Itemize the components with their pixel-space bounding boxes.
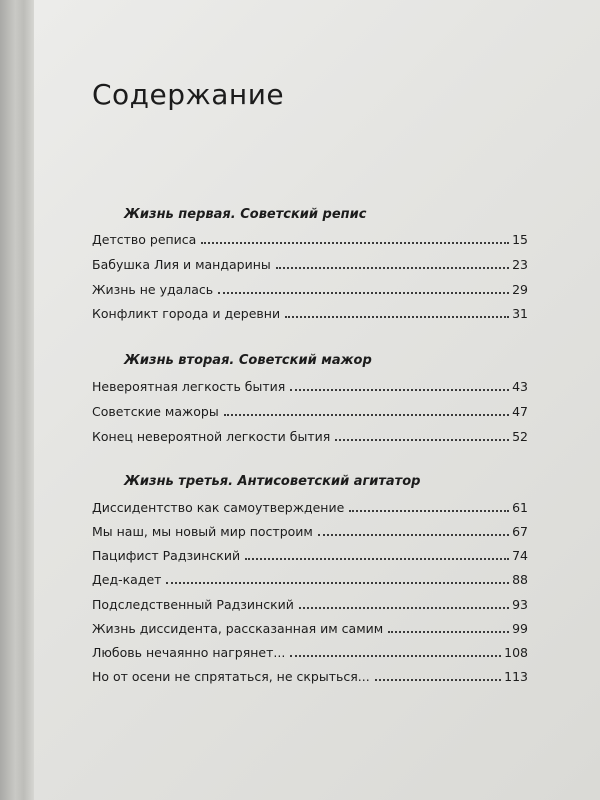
entry-title: Дед-кадет (92, 572, 162, 587)
section-heading: Жизнь вторая. Советский мажор (124, 353, 372, 368)
toc-entry (92, 642, 528, 660)
dot-leader (276, 267, 509, 269)
entry-page-number: 43 (512, 379, 528, 394)
entry-title: Советские мажоры (92, 404, 219, 419)
dot-leader (224, 414, 509, 416)
entry-page-number: 108 (504, 645, 528, 660)
toc-entry (92, 521, 528, 539)
section-heading: Жизнь третья. Антисоветский агитатор (124, 474, 421, 489)
entry-title: Конфликт города и деревни (92, 306, 281, 321)
toc-entry (92, 545, 528, 563)
book-binding (0, 0, 34, 800)
entry-page-number: 31 (512, 306, 528, 321)
toc-entry (92, 376, 528, 394)
dot-leader (349, 510, 509, 512)
entry-page-number: 29 (512, 282, 528, 297)
entry-title: Жизнь не удалась (92, 282, 214, 297)
entry-page-number: 113 (504, 669, 528, 684)
entry-page-number: 67 (512, 524, 528, 539)
toc-entry (92, 426, 528, 444)
entry-page-number: 47 (512, 404, 528, 419)
book-page (34, 0, 600, 800)
dot-leader (375, 679, 501, 681)
entry-page-number: 74 (512, 548, 528, 563)
toc-entry (92, 229, 528, 247)
entry-page-number: 61 (512, 500, 528, 515)
entry-page-number: 15 (512, 232, 528, 247)
entry-title: Любовь нечаянно нагрянет... (92, 645, 286, 660)
entry-page-number: 52 (512, 429, 528, 444)
dot-leader (218, 292, 509, 294)
dot-leader (318, 534, 509, 536)
dot-leader (166, 582, 509, 584)
entry-page-number: 88 (512, 572, 528, 587)
dot-leader (285, 316, 509, 318)
entry-title: Жизнь диссидента, рассказанная им самим (92, 621, 384, 636)
entry-page-number: 93 (512, 597, 528, 612)
toc-entry (92, 401, 528, 419)
dot-leader (201, 242, 509, 244)
entry-page-number: 23 (512, 257, 528, 272)
toc-entry (92, 254, 528, 272)
entry-title: Бабушка Лия и мандарины (92, 257, 271, 272)
toc-entry (92, 618, 528, 636)
toc-entry (92, 303, 528, 321)
dot-leader (245, 558, 509, 560)
entry-title: Но от осени не спрятаться, не скрыться... (92, 669, 370, 684)
toc-entry (92, 279, 528, 297)
dot-leader (335, 439, 509, 441)
toc-entry (92, 497, 528, 515)
entry-title: Диссидентство как самоутверждение (92, 500, 345, 515)
dot-leader (290, 389, 509, 391)
entry-title: Конец невероятной легкости бытия (92, 429, 331, 444)
toc-entry (92, 569, 528, 587)
toc-entry (92, 666, 528, 684)
section-heading: Жизнь первая. Советский репис (124, 207, 367, 222)
dot-leader (290, 655, 501, 657)
toc-entry (92, 594, 528, 612)
entry-page-number: 99 (512, 621, 528, 636)
dot-leader (299, 607, 509, 609)
entry-title: Невероятная легкость бытия (92, 379, 286, 394)
entry-title: Мы наш, мы новый мир построим (92, 524, 313, 539)
entry-title: Подследственный Радзинский (92, 597, 294, 612)
entry-title: Пацифист Радзинский (92, 548, 241, 563)
page-title: Содержание (92, 78, 285, 111)
entry-title: Детство реписа (92, 232, 197, 247)
dot-leader (388, 631, 509, 633)
